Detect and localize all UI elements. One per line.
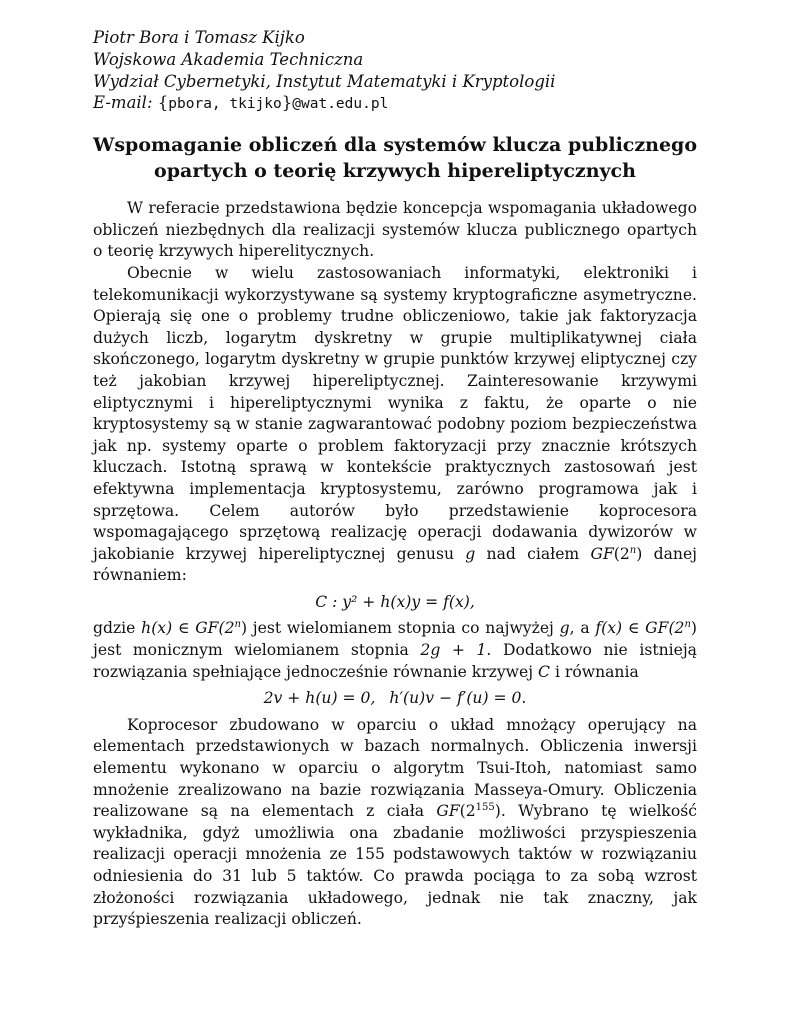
field-base: (2 [613,544,630,563]
paragraph-3 [93,618,697,683]
genus-symbol-2: g [559,619,570,638]
field-exponent: n [629,544,637,556]
hx-exponent: n [234,619,241,631]
fx-expression: f(x) ∈ GF(2 [595,619,685,638]
condition-equation-2: h′(u)v − f′(u) = 0. [389,689,527,708]
paragraph-4-text-b: . Wybrano tę wielkość wykładnika, gdyż umożliwia ona zbadanie możliwości przyspieszenia realizacji operacji mnożenia ze 155 podstawowych taktów w rozwiązaniu odniesienia do 31 lub 5 taktów. Co prawda pociąga to za sobą wzrost złożoności rozwiązania układowego, jednak nie tak znaczny, jak przyśpieszenia realizacji obliczeń. [93,802,698,929]
paragraph-3-text-d: jest monicznym wielomianem stopnia [93,641,421,660]
paragraph-3-text-c: , a [569,619,596,638]
email-brace-open: { [157,93,169,113]
paragraph-4-text-a: Koprocesor zbudowano w oparciu o układ mnożący operujący na elementach przedstawionych w bazach normalnych. Obliczenia inwersji elementu wykonano w oparciu o algorytm Tsui-Itoh, natomiast samo mnożenie zrealizowano na bazie rozwiązania Masseya-Omury. Obliczenia realizowane są na elementach z ciała [93,715,697,821]
author-names: Piotr Bora i Tomasz Kijko [93,28,305,47]
curve-equation: C : y² + h(x)y = f(x), [315,592,475,611]
condition-equation-1: 2v + h(u) = 0, [263,689,376,708]
fx-close: ) [690,619,698,638]
author-block [93,27,697,116]
title-line-2: opartych o teorię krzywych hipereliptycznych [154,160,636,183]
field-symbol: GF [590,544,614,563]
fx-exponent: n [684,619,691,631]
paragraph-3-text-a: gdzie [93,619,142,638]
degree-expression: 2g + 1 [420,641,487,660]
curve-symbol: C [538,662,550,681]
field-symbol-2: GF [436,802,460,821]
paragraph-3-text-f: i równania [549,662,639,681]
paragraph-2-text: Obecnie w wielu zastosowaniach informatyki, elektroniki i telekomunikacji wykorzystywane są systemy kryptograficzne asymetryczne. Opierają się one o problemy trudne obliczeniowo, takie jak faktoryzacja dużych liczb, logarytm dyskretny w grupie multiplikatywnej ciała skończonego, logarytm dyskretny w grupie punktów krzywej eliptycznej czy też jakobian krzywej hipereliptycznej. Zainteresowanie krzywymi eliptycznymi i hipereliptycznymi wynika z faktu, że oparte o nie kryptosystemy są w stanie zagwarantować podobny poziom bezpieczeństwa jak np. systemy oparte o problem faktoryzacji przy znacznie krótszych kluczach. Istotną sprawą w kontekście praktycznych zastosowań jest efektywna implementacja kryptosystemu, zarówno programowa jak i sprzętowa. Celem autorów było przedstawienie koprocesora wspomagającego sprzętową realizację operacji dodawania dywizorów w jakobianie krzywej hipereliptycznej genusu [93,263,697,563]
title-line-1: Wspomaganie obliczeń dla systemów klucza publicznego [93,134,698,157]
affiliation: Wojskowa Akademia Techniczna [93,49,364,69]
paragraph-2-text-c: danej równaniem: [93,544,698,585]
email-brace-close: } [281,93,293,113]
paper-title [93,132,697,184]
paragraph-3-text-b: jest wielomianem stopnia co najwyżej [247,619,560,638]
hx-close: ) [240,619,248,638]
hx-expression: h(x) ∈ GF(2 [141,619,235,638]
paragraph-2-text-b: nad ciałem [475,544,591,563]
field-base-2: (2 [459,802,476,821]
genus-symbol: g [465,544,476,563]
faculty: Wydział Cybernetyki, Instytut Matematyki i Kryptologii [93,71,556,91]
email-label: E-mail: [93,93,158,113]
email-domain[interactable]: @wat.edu.pl [292,96,389,113]
field-exponent-155: 155 [475,802,495,814]
paragraph-1: W referacie przedstawiona będzie koncepcja wspomagania układowego obliczeń niezbędnych dla realizacji systemów klucza publicznego opartych o teorię krzywych hiperelitycznych. [93,199,697,261]
paragraph-2 [93,263,697,587]
paper-page [93,27,697,931]
email-users[interactable]: pbora, tkijko [168,96,282,113]
condition-equations [93,688,697,710]
paragraph-3-text-e: . Dodatkowo nie istnieją rozwiązania spełniające jednocześnie równanie krzywej [93,641,697,681]
email-line [93,92,697,116]
field-close: ) [636,544,643,563]
paragraph-4 [93,715,697,931]
field-close-2: ) [494,802,501,821]
abstract-body [93,198,697,931]
